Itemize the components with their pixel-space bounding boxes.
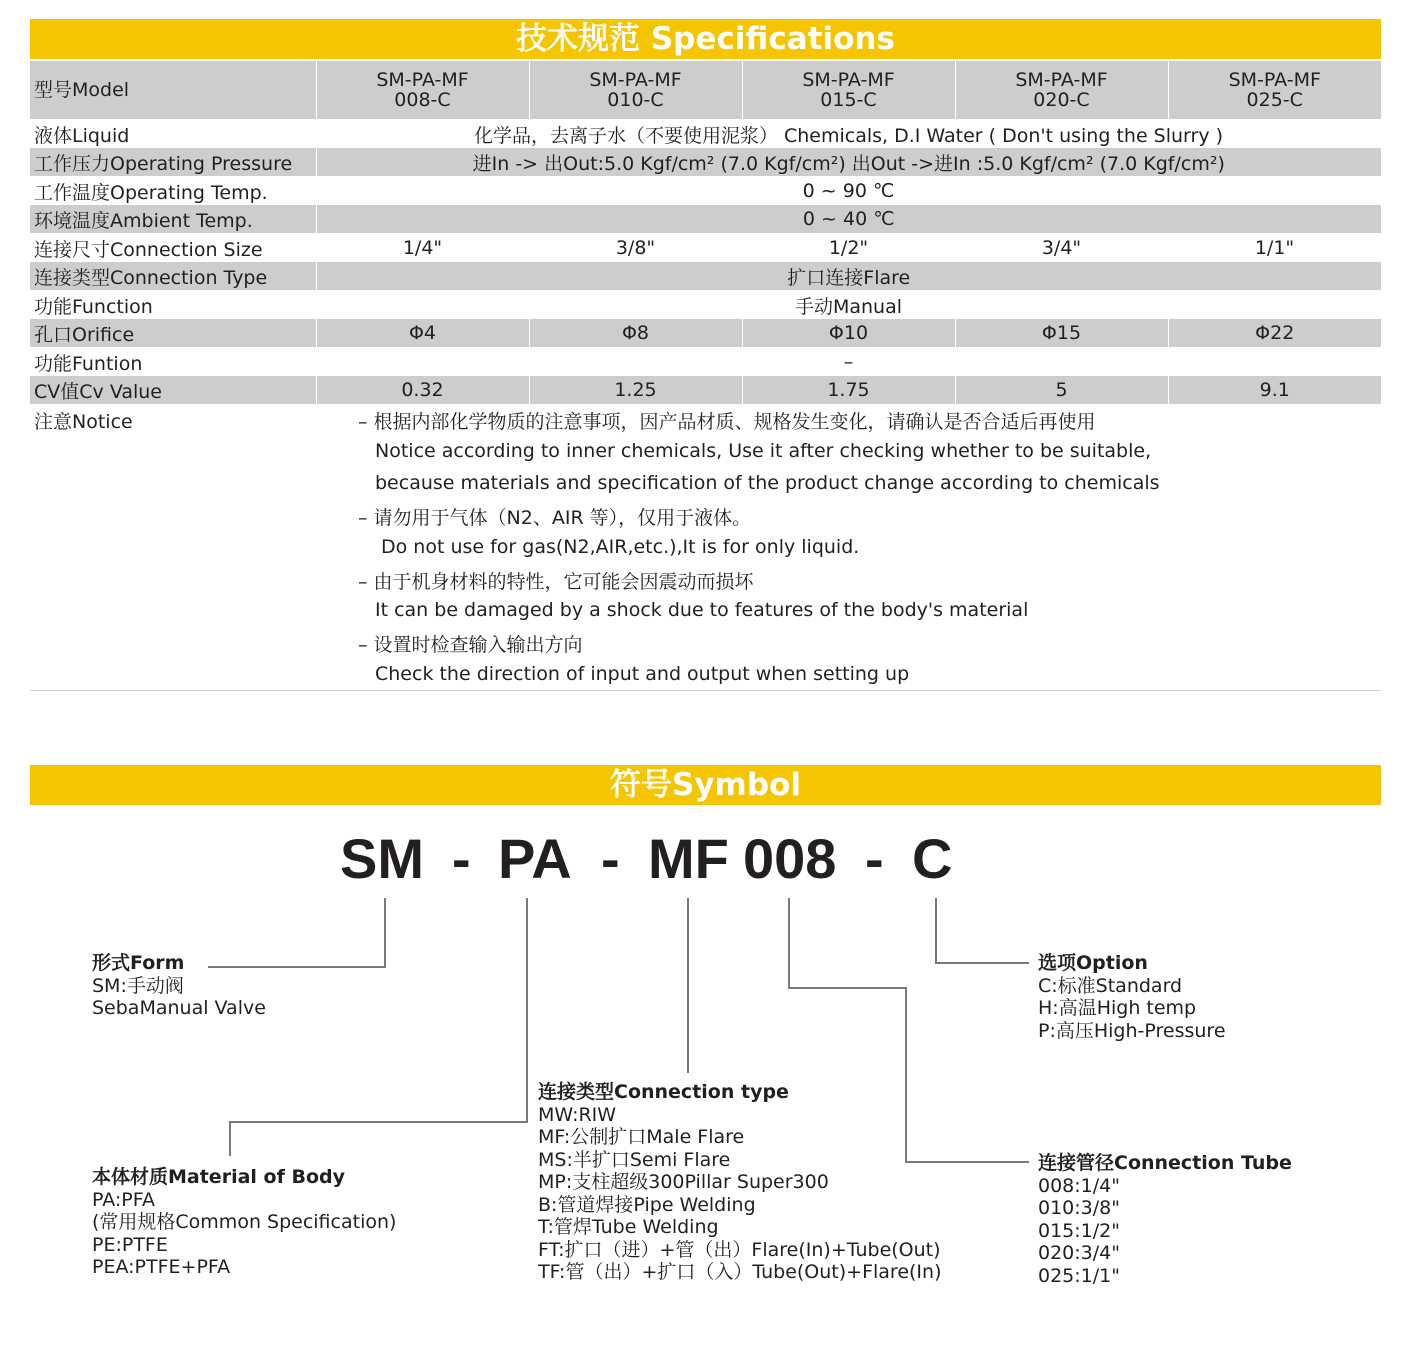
tube-connector [788,987,907,989]
orifice-cell: Φ4 [316,319,529,348]
notice-label: 注意Notice [34,411,133,433]
orifice-cell: Φ8 [529,319,742,348]
legend-line: P:高压High-Pressure [1038,1019,1226,1042]
cv-cell: 5 [955,376,1168,404]
notice-line: Check the direction of input and output when setting up [375,663,910,685]
legend-line: 008:1/4" [1038,1174,1120,1197]
legend-line: FT:扩口（进）+管（出）Flare(In)+Tube(Out) [538,1238,941,1261]
table-row [30,148,1381,177]
liquid-value: 化学品，去离子水（不要使用泥浆） Chemicals, D.I Water ( Don't using the Slurry ) [316,120,1381,149]
model-cell: SM-PA-MF 020-C [955,61,1168,120]
pressure-label: 工作压力Operating Pressure [30,148,316,177]
symbol-banner: 符号Symbol [30,765,1381,805]
size-label: 连接尺寸Connection Size [30,234,316,263]
legend-line: 025:1/1" [1038,1264,1120,1287]
temp-value: 0 ~ 90 ℃ [316,177,1381,206]
legend-title: 形式Form [92,952,185,974]
legend-line: B:管道焊接Pipe Welding [538,1193,756,1216]
option-legend [1038,952,1226,1042]
cv-cell: 1.75 [742,376,955,404]
type-label: 连接类型Connection Type [30,262,316,291]
type-value: 扩口连接Flare [316,262,1381,291]
cv-label: CV值Cv Value [30,376,316,404]
orifice-cell: Φ15 [955,319,1168,348]
function-label: 功能Function [30,291,316,320]
table-row [30,234,1381,263]
funtion-value: – [316,348,1381,377]
connection-type-legend [538,1081,942,1284]
specifications-table [30,61,1381,404]
model-label: 型号Model [30,61,316,120]
legend-line: C:标准Standard [1038,974,1183,997]
size-cell: 1/1" [1168,234,1381,263]
cv-cell: 0.32 [316,376,529,404]
legend-line: MP:支柱超级300Pillar Super300 [538,1171,829,1193]
ambient-value: 0 ~ 40 ℃ [316,205,1381,234]
orifice-label: 孔口Orifice [30,319,316,348]
legend-line: 020:3/4" [1038,1242,1120,1264]
size-cell: 1/4" [316,234,529,263]
legend-line: SebaManual Valve [92,997,266,1019]
size-cell: 3/8" [529,234,742,263]
code-dash: - [865,827,884,890]
notice-line: – 请勿用于气体（N2、AIR 等），仅用于液体。 [358,507,752,529]
orifice-cell: Φ22 [1168,319,1381,348]
model-cell: SM-PA-MF 010-C [529,61,742,120]
pressure-value: 进In -> 出Out:5.0 Kgf/cm² (7.0 Kgf/cm²) 出Out ->进In :5.0 Kgf/cm² (7.0 Kgf/cm²) [316,148,1381,177]
legend-line: 015:1/2" [1038,1219,1120,1242]
orifice-cell: Φ10 [742,319,955,348]
body-connector [229,1121,528,1123]
legend-title: 连接管径Connection Tube [1038,1152,1292,1174]
body-connector [229,1121,231,1156]
ambient-label: 环境温度Ambient Temp. [30,205,316,234]
legend-line: MF:公制扩口Male Flare [538,1126,745,1148]
model-cell: SM-PA-MF 015-C [742,61,955,120]
notice-line: – 根据内部化学物质的注意事项，因产品材质、规格发生变化，请确认是否合适后再使用 [358,411,1096,433]
form-connector [384,898,386,967]
temp-label: 工作温度Operating Temp. [30,177,316,206]
code-body: PA [498,827,572,890]
table-row [30,177,1381,206]
option-connector [935,962,1029,964]
option-connector [935,898,937,964]
code-option: C [912,827,953,890]
table-row [30,319,1381,348]
model-cell: SM-PA-MF 008-C [316,61,529,120]
body-legend [92,1166,396,1279]
legend-line: H:高温High temp [1038,997,1197,1019]
table-row [30,262,1381,291]
table-row [30,205,1381,234]
table-row [30,348,1381,377]
connection-tube-legend [1038,1152,1292,1287]
legend-line: MS:半扩口Semi Flare [538,1148,731,1171]
specifications-banner: 技术规范 Specifications [30,19,1381,59]
legend-line: TF:管（出）+扩口（入）Tube(Out)+Flare(In) [538,1261,942,1283]
code-dash: - [452,827,471,890]
legend-line: PA:PFA [92,1188,155,1211]
legend-line: 010:3/8" [1038,1197,1120,1219]
code-tube: 008 [743,827,837,890]
code-conn: MF [648,827,729,890]
legend-line: T:管焊Tube Welding [538,1216,719,1238]
notice-line: – 由于机身材料的特性，它可能会因震动而损坏 [358,571,754,593]
legend-line: PEA:PTFE+PFA [92,1256,231,1278]
legend-title: 本体材质Material of Body [92,1166,345,1188]
model-cell: SM-PA-MF 025-C [1168,61,1381,120]
size-cell: 1/2" [742,234,955,263]
divider [30,690,1381,691]
liquid-label: 液体Liquid [30,120,316,149]
legend-title: 连接类型Connection type [538,1081,789,1103]
body-connector [526,898,528,1122]
conn-connector [687,898,689,1073]
funtion-label: 功能Funtion [30,348,316,377]
cv-cell: 1.25 [529,376,742,404]
size-cell: 3/4" [955,234,1168,263]
notice-line: Do not use for gas(N2,AIR,etc.),It is for only liquid. [381,536,860,558]
notice-line: Notice according to inner chemicals, Use it after checking whether to be suitable, [375,440,1152,462]
table-row [30,120,1381,149]
notice-line: because materials and specification of the product change according to chemicals [375,472,1160,494]
model-code [0,826,1413,896]
code-dash: - [601,827,620,890]
table-row [30,61,1381,120]
code-form: SM [340,827,424,890]
legend-title: 选项Option [1038,952,1148,974]
cv-cell: 9.1 [1168,376,1381,404]
notice-line: It can be damaged by a shock due to features of the body's material [375,599,1029,621]
table-row [30,291,1381,320]
function-value: 手动Manual [316,291,1381,320]
notice-line: – 设置时检查输入输出方向 [358,634,583,656]
legend-line: MW:RIW [538,1103,617,1126]
table-row [30,376,1381,404]
tube-connector [788,898,790,988]
legend-line: SM:手动阀 [92,974,184,997]
legend-line: (常用规格Common Specification) [92,1211,397,1233]
form-legend [92,952,266,1020]
legend-line: PE:PTFE [92,1233,168,1256]
